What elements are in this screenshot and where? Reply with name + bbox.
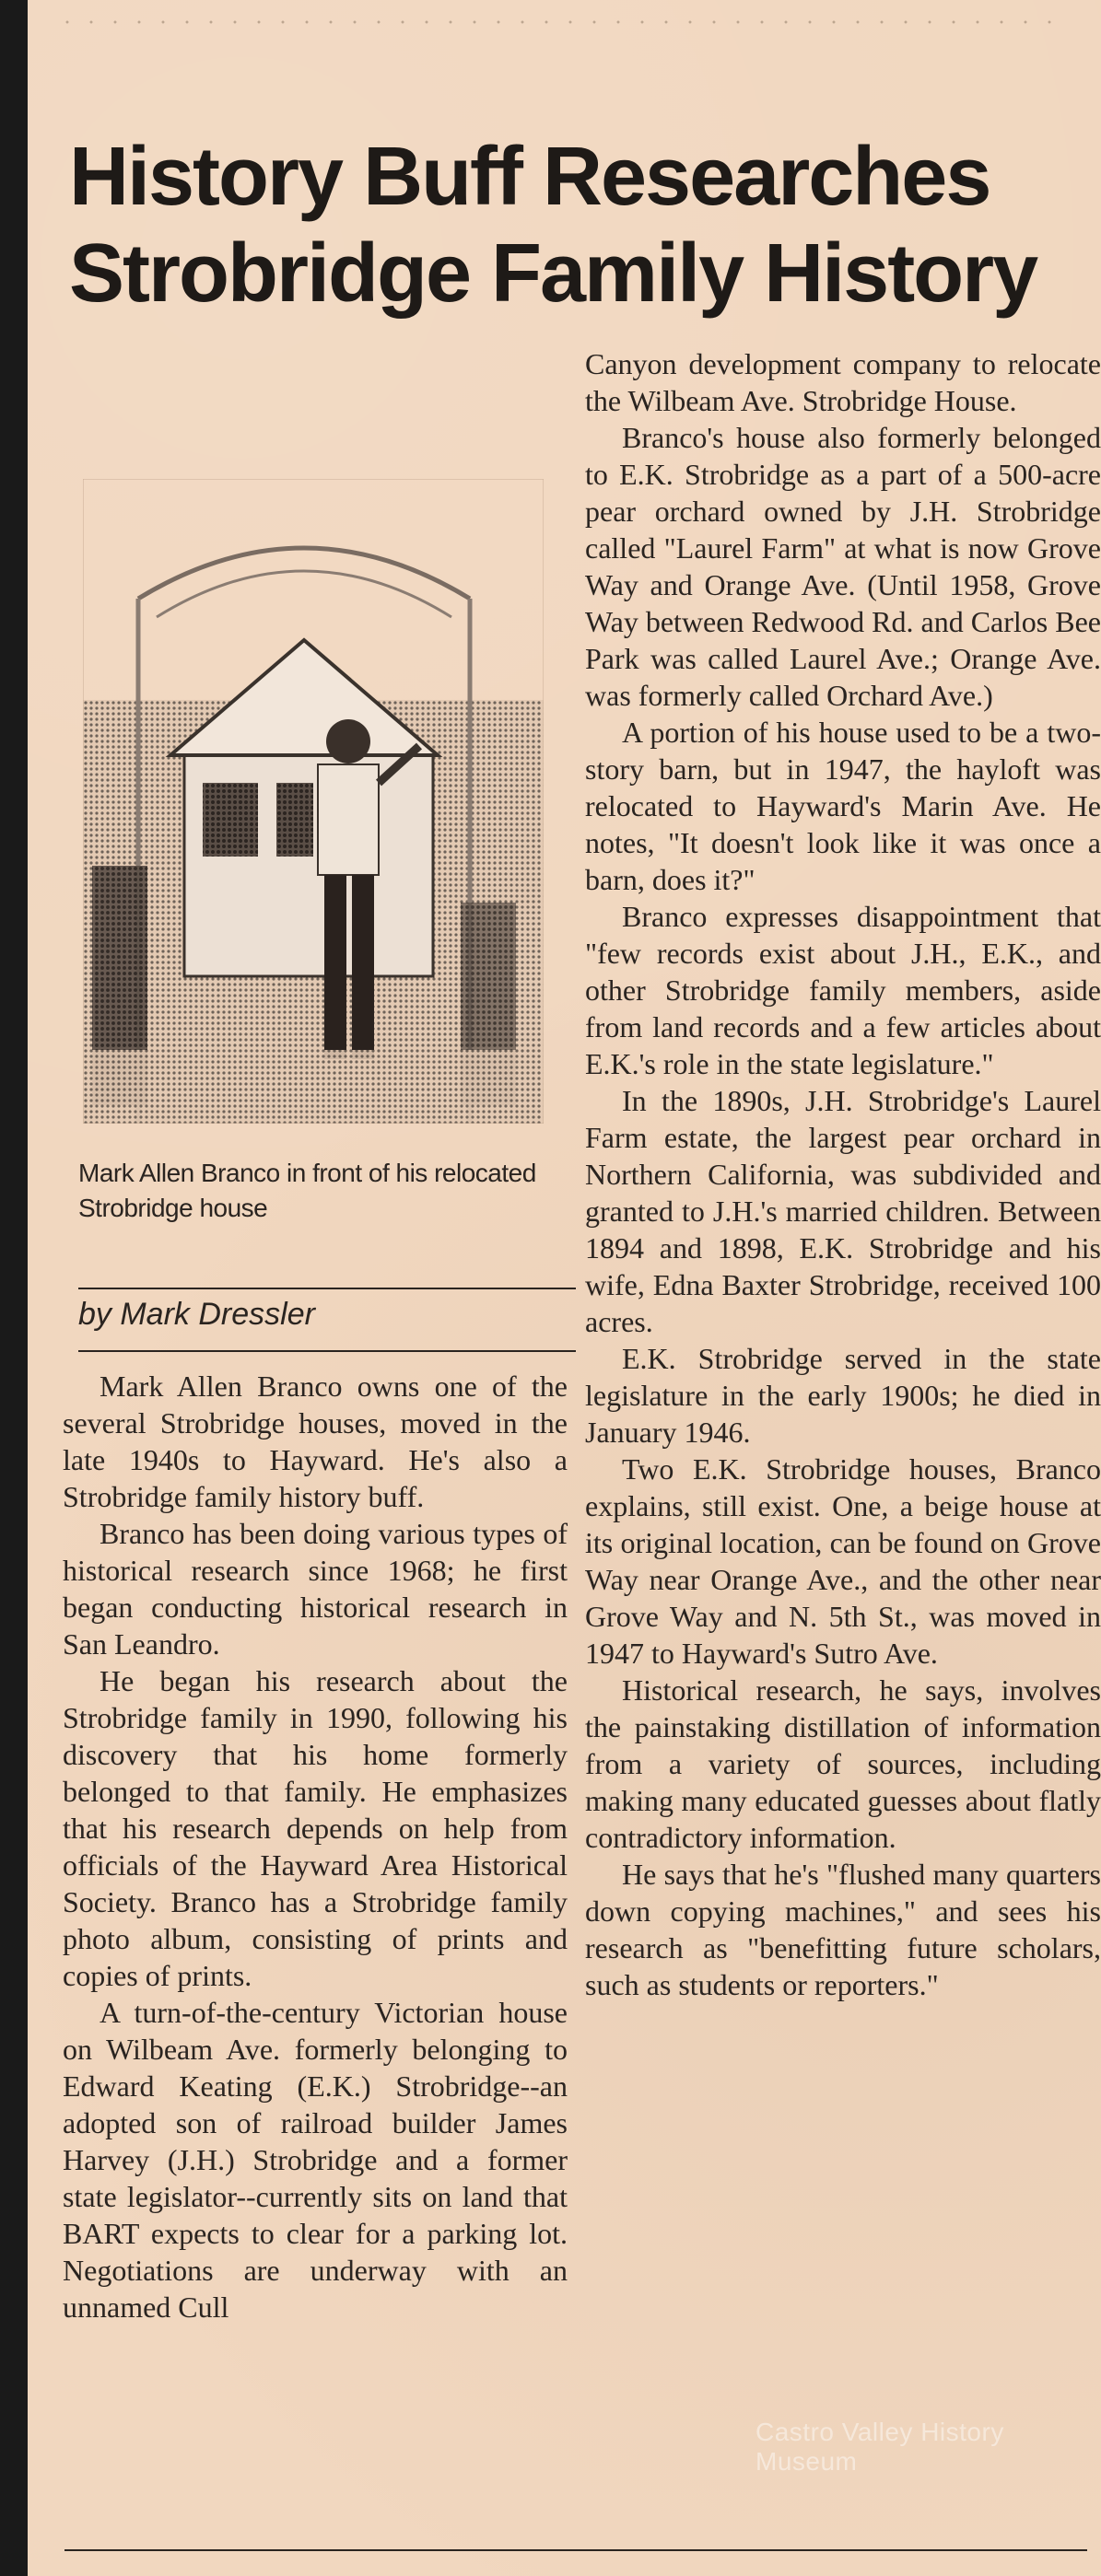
paragraph: He says that he's "flushed many quarters down copying machines," and sees his research as "benefitting future scholars, such as students or reporters." <box>585 1858 1101 2001</box>
paragraph: He began his research about the Strobridge family in 1990, following his discovery that his home formerly belonged to that family. He emphasizes that his research depends on help from officials of the Hayward Area Historical Society. Branco has a Strobridge family photo album, consisting of prints and copies of prints. <box>63 1664 568 1992</box>
paragraph: Branco's house also formerly belonged to E.K. Strobridge as a part of a 500-acre pear orchard owned by J.H. Strobridge called "Laurel Farm" at what is now Grove Way and Orange Ave. (Until 1958, Grove Way between Redwood Rd. and Carlos Bee Park was called Laurel Ave.; Orange Ave. was formerly called Orchard Ave.) <box>585 421 1101 712</box>
paragraph: A portion of his house used to be a two-story barn, but in 1947, the hayloft was relocated to Hayward's Marin Ave. He notes, "It doesn't look like it was once a barn, does it?" <box>585 716 1101 896</box>
paragraph: Branco has been doing various types of historical research since 1968; he first began conducting historical research in San Leandro. <box>63 1517 568 1661</box>
photo-branco-house <box>83 479 544 1124</box>
photo-caption: Mark Allen Branco in front of his relocated Strobridge house <box>78 1159 536 1222</box>
paragraph: Two E.K. Strobridge houses, Branco explains, still exist. One, a beige house at its original location, can be found on Grove Way near Orange Ave., and the other near Grove Way and N. 5th St., was moved in 1947 to Hayward's Sutro Ave. <box>585 1452 1101 1670</box>
byline: by Mark Dressler <box>78 1297 315 1332</box>
headline <box>69 129 1092 322</box>
paragraph: Historical research, he says, involves the painstaking distillation of information from a variety of sources, including making many educated guesses about flatly contradictory information. <box>585 1673 1101 1854</box>
byline-rule-top <box>78 1288 576 1289</box>
article-column-left <box>63 1368 568 2325</box>
decorative-dot-border <box>55 13 1069 31</box>
paragraph-continuation: Canyon development company to relocate the Wilbeam Ave. Strobridge House. <box>585 347 1101 417</box>
article-column-right <box>585 345 1101 2003</box>
byline-rule-bottom <box>78 1350 576 1352</box>
paragraph: E.K. Strobridge served in the state legislature in the early 1900s; he died in January 1946. <box>585 1342 1101 1449</box>
paragraph: In the 1890s, J.H. Strobridge's Laurel Farm estate, the largest pear orchard in Northern California, was subdivided and granted to J.H.'s married children. Between 1894 and 1898, E.K. Strobridge and his wife, Edna Baxter Strobridge, received 100 acres. <box>585 1084 1101 1338</box>
paragraph: Mark Allen Branco owns one of the several Strobridge houses, moved in the late 1940s to Hayward. He's also a Strobridge family history buff. <box>63 1370 568 1513</box>
watermark: Castro Valley History Museum <box>755 2418 1004 2476</box>
bottom-rule <box>64 2549 1087 2551</box>
paragraph: Branco expresses disappointment that "few records exist about J.H., E.K., and other Strobridge family members, aside from land records and a few articles about E.K.'s role in the state legislature." <box>585 900 1101 1080</box>
headline-line-2: Strobridge Family History <box>69 227 1037 320</box>
headline-line-1: History Buff Researches <box>69 131 990 223</box>
paragraph: A turn-of-the-century Victorian house on Wilbeam Ave. formerly belonging to Edward Keating (E.K.) Strobridge--an adopted son of railroad builder James Harvey (J.H.) Strobridge and a former state legislator--currently sits on land that BART expects to clear for a parking lot. Negotiations are underway with an unnamed Cull <box>63 1996 568 2324</box>
newspaper-clipping <box>28 0 1101 2576</box>
